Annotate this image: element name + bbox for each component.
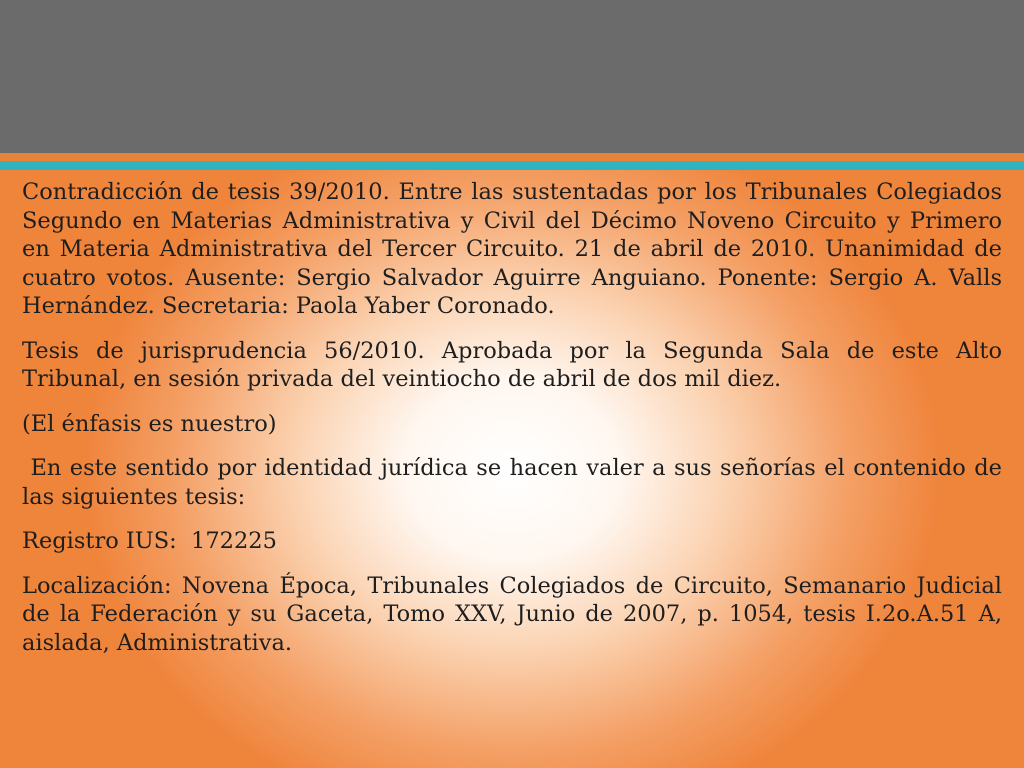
paragraph-enfasis: (El énfasis es nuestro) [22, 410, 277, 437]
paragraph-registro-ius: Registro IUS: 172225 [22, 528, 277, 554]
header-band [0, 0, 1024, 153]
accent-stripe-orange [0, 153, 1024, 161]
paragraph-localizacion: Localización: Novena Época, Tribunales Colegiados de Circuito, Semanario Judicial de la Federación y su Gaceta, Tomo XXV, Junio de 2007, p. 1054, tesis I.2o.A.51 A, aislada, Administrativa. [22, 572, 1002, 656]
paragraph-tesis-jurisprudencia: Tesis de jurisprudencia 56/2010. Aprobada por la Segunda Sala de este Alto Tribunal, en sesión privada del veintiocho de abril de dos mil diez. [22, 337, 1002, 392]
slide-body [22, 178, 1010, 673]
paragraph-contradiccion: Contradicción de tesis 39/2010. Entre las sustentadas por los Tribunales Colegiados Segundo en Materias Administrativa y Civil del Décimo Noveno Circuito y Primero en Materia Administrativa del Tercer Circuito. 21 de abril de 2010. Unanimidad de cuatro votos. Ausente: Sergio Salvador Aguirre Anguiano. Ponente: Sergio A. Valls Hernández. Secretaria: Paola Yaber Coronado. [22, 179, 1002, 319]
accent-stripe-teal [0, 161, 1024, 170]
paragraph-identidad-juridica: En este sentido por identidad jurídica se hacen valer a sus señorías el contenido de las siguientes tesis: [22, 455, 1010, 510]
